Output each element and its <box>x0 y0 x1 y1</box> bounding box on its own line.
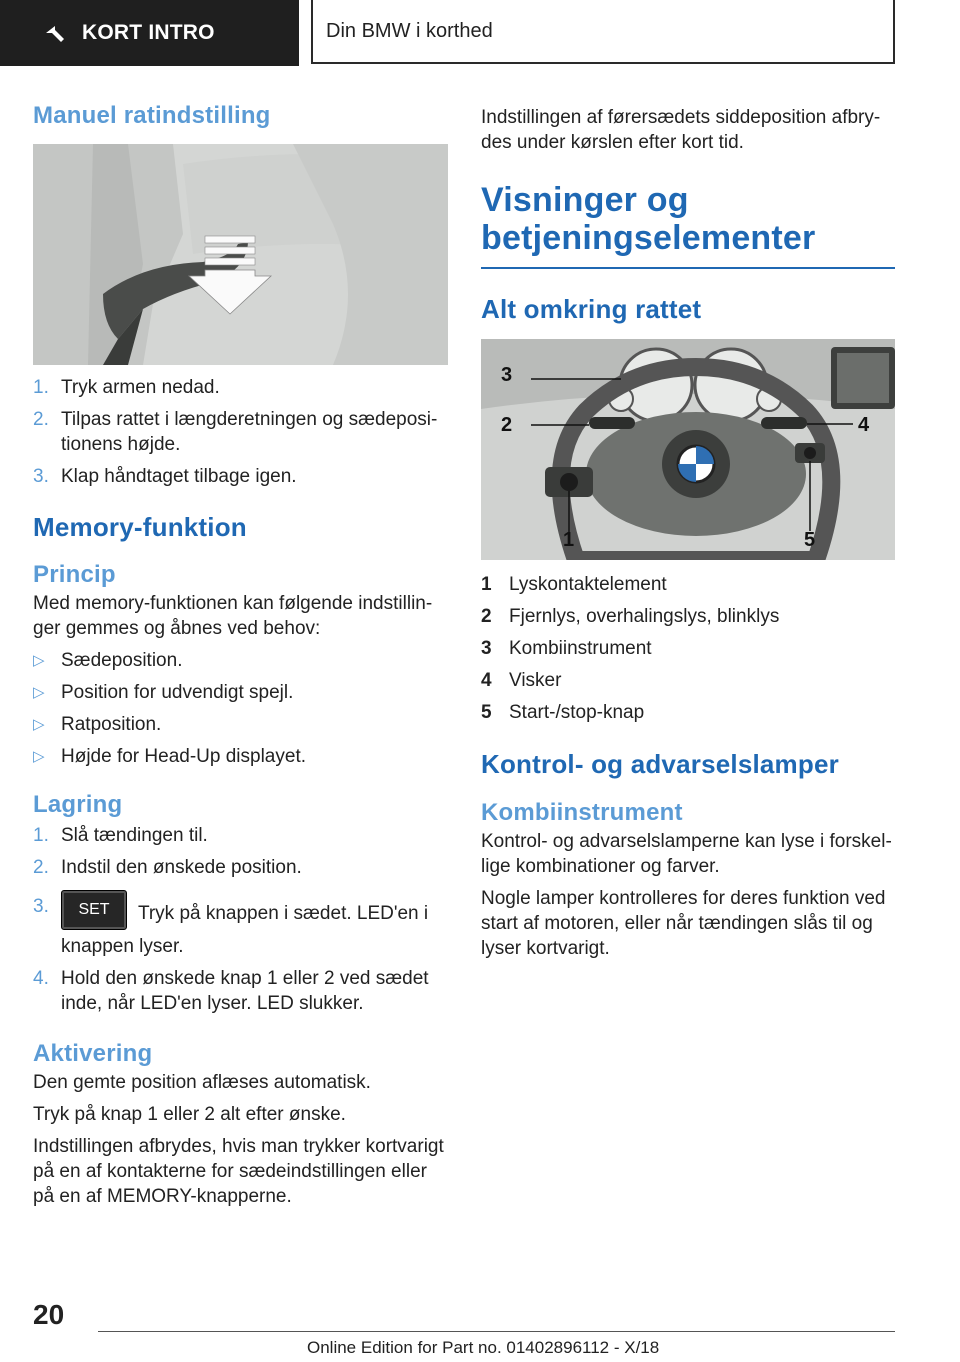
intro-text: Indstillingen af førersædets siddeposition afbry-des under kørslen efter kort tid. <box>481 107 881 153</box>
steering-heading: Alt omkring rattet <box>481 294 702 324</box>
kombi-text-2: Nogle lamper kontrolleres for deres funktion ved start af motoren, eller når tændingen slås til og lyser kortvarigt. <box>481 888 886 959</box>
list-item: 2. Indstil den ønskede position. <box>33 857 302 878</box>
memory-heading: Memory-funktion <box>33 512 247 542</box>
footer-rule <box>98 1331 895 1332</box>
kombi-heading: Kombiinstrument <box>481 799 683 826</box>
left-column <box>33 96 448 1209</box>
list-item: 3. SET Tryk på knappen i sædet. LED'en i knappen lyser. <box>33 894 448 959</box>
steering-lever-image <box>33 144 448 365</box>
callout-5: 5 <box>804 529 816 551</box>
lagring-steps-list <box>33 823 448 1016</box>
callout-2: 2 <box>501 414 513 436</box>
list-item: ▷ Ratposition. <box>33 714 162 735</box>
arrow-back-icon <box>42 20 68 46</box>
list-item: ▷ Højde for Head-Up displayet. <box>33 746 306 767</box>
lagring-heading: Lagring <box>33 791 123 818</box>
callout-1: 1 <box>563 529 575 551</box>
manual-steps-list <box>33 375 448 489</box>
legend-item: 4 Visker <box>481 670 562 691</box>
steering-lever-illustration <box>33 144 448 365</box>
steering-wheel-image <box>481 339 895 560</box>
list-item: 3. Klap håndtaget tilbage igen. <box>33 466 297 487</box>
steering-legend <box>481 572 895 725</box>
aktivering-text-2: Tryk på knap 1 eller 2 alt efter ønske. <box>33 1104 346 1125</box>
legend-item: 2 Fjernlys, overhalingslys, blinklys <box>481 606 780 627</box>
list-item: 1. Tryk armen nedad. <box>33 377 220 398</box>
princip-heading: Princip <box>33 561 116 588</box>
page-number: 20 <box>33 1299 65 1330</box>
edition-text: Online Edition for Part no. 01402896112 - X/18 <box>307 1338 660 1357</box>
section-heading: Visninger og betjeningselementer <box>481 181 816 257</box>
aktivering-heading: Aktivering <box>33 1040 153 1067</box>
heading-rule <box>481 267 895 269</box>
right-column <box>481 96 895 961</box>
list-item: 2. Tilpas rattet i længderetningen og sædeposi-tionens højde. <box>33 409 438 455</box>
list-item: ▷ Position for udvendigt spejl. <box>33 682 294 703</box>
kombi-text-1: Kontrol- og advarselslamperne kan lyse i forskel-lige kombinationer og farver. <box>481 831 892 877</box>
callout-4: 4 <box>858 414 870 436</box>
steering-wheel-illustration <box>481 339 895 560</box>
callout-3: 3 <box>501 364 513 386</box>
section-tab-label: KORT INTRO <box>82 21 215 44</box>
aktivering-text-1: Den gemte position aflæses automatisk. <box>33 1072 371 1093</box>
set-button-icon: SET <box>61 890 127 930</box>
legend-item: 1 Lyskontaktelement <box>481 574 667 595</box>
legend-item: 5 Start-/stop-knap <box>481 702 645 723</box>
lamps-heading: Kontrol- og advarselslamper <box>481 749 839 779</box>
header-bar <box>0 0 960 66</box>
princip-text: Med memory-funktionen kan følgende indstillin-ger gemmes og åbnes ved behov: <box>33 593 433 639</box>
aktivering-text-3: Indstillingen afbrydes, hvis man trykker kortvarigt på en af kontakterne for sædeindstillingen eller på en af MEMORY-knapperne. <box>33 1136 444 1207</box>
chapter-title: Din BMW i korthed <box>311 0 895 64</box>
section-tab[interactable] <box>0 0 299 66</box>
manual-heading: Manuel ratindstilling <box>33 102 271 129</box>
list-item: 4. Hold den ønskede knap 1 eller 2 ved sædet inde, når LED'en lyser. LED slukker. <box>33 968 429 1014</box>
legend-item: 3 Kombiinstrument <box>481 638 652 659</box>
list-item: ▷ Sædeposition. <box>33 650 183 671</box>
list-item: 1. Slå tændingen til. <box>33 825 208 846</box>
princip-list <box>33 648 448 769</box>
